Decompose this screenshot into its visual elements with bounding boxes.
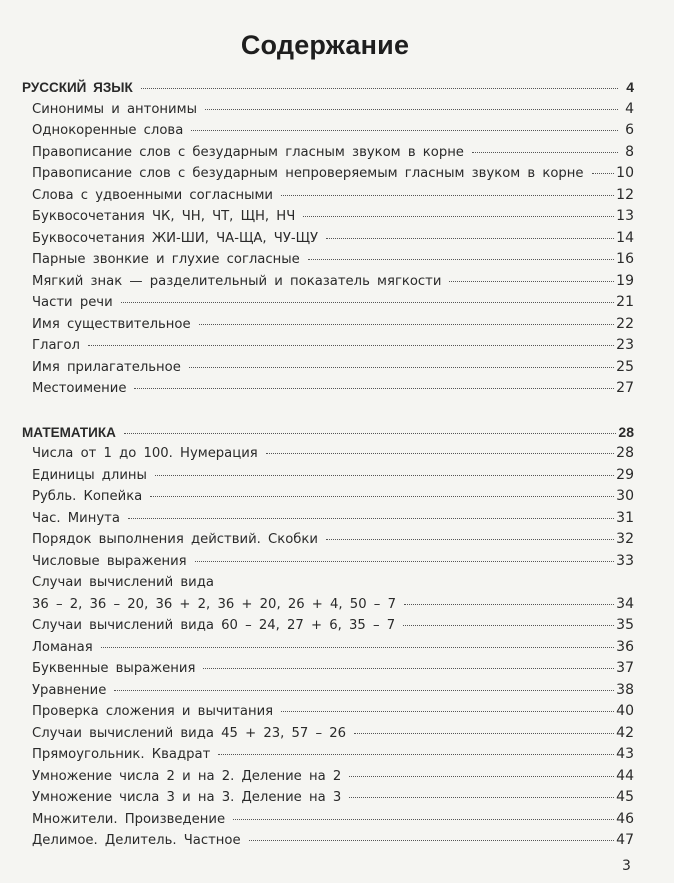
entry-page-number: 16 [616, 251, 634, 267]
entry-title: Слова с удвоенными согласными [32, 187, 273, 203]
dot-leader [403, 625, 614, 626]
dot-leader [266, 453, 614, 454]
toc-entry[interactable] [22, 271, 634, 293]
entry-title: Рубль. Копейка [32, 489, 143, 504]
page-title: Содержание [240, 30, 410, 60]
toc-entry[interactable] [22, 486, 634, 508]
entry-title: Делимое. Делитель. Частное [32, 833, 241, 848]
toc-entry[interactable] [22, 292, 634, 314]
entry-title: 36 – 2, 36 – 20, 36 + 2, 36 + 20, 26 + 4, 50 – 7 [32, 596, 396, 612]
toc-entry[interactable] [22, 658, 634, 680]
dot-leader [141, 88, 618, 89]
dot-leader [191, 130, 618, 131]
entry-page-number: 47 [616, 832, 634, 848]
entry-page-number: 19 [616, 272, 634, 289]
entry-title: Имя прилагательное [32, 359, 181, 375]
dot-leader [592, 173, 615, 174]
entry-page-number: 27 [616, 380, 634, 396]
entry-page-number: 10 [616, 165, 634, 181]
dot-leader [195, 561, 615, 562]
dot-leader [349, 797, 614, 798]
entry-title: Ломаная [32, 639, 93, 655]
dot-leader [354, 733, 614, 734]
entry-page-number: 28 [616, 445, 634, 461]
toc-entry[interactable] [22, 594, 634, 616]
entry-title: Числовые выражения [32, 553, 187, 569]
toc-entry[interactable] [22, 680, 634, 702]
entry-page-number: 8 [625, 143, 634, 160]
entry-page-number: 42 [616, 724, 634, 741]
dot-leader [303, 216, 614, 217]
dot-leader [349, 776, 614, 777]
entry-title: Час. Минута [32, 510, 120, 526]
toc-entry[interactable] [22, 142, 634, 164]
dot-leader [101, 647, 615, 648]
entry-page-number: 30 [616, 488, 634, 504]
entry-page-number: 40 [616, 703, 634, 719]
dot-leader [218, 754, 614, 755]
entry-page-number: 13 [616, 208, 634, 224]
entry-page-number: 34 [616, 595, 634, 612]
section-title: МАТЕМАТИКА [22, 424, 116, 440]
entry-title: Местоимение [32, 381, 127, 396]
entry-page-number: 33 [616, 552, 634, 569]
entry-title: Умножение числа 3 и на 3. Деление на 3 [32, 790, 342, 805]
entry-title: Мягкий знак — разделительный и показатель мягкости [32, 273, 442, 289]
entry-page-number: 23 [616, 337, 634, 353]
toc-entry[interactable] [22, 99, 634, 121]
entry-page-number: 37 [616, 660, 634, 676]
toc-entry[interactable] [22, 378, 634, 400]
entry-title: Синонимы и антонимы [32, 101, 197, 117]
entry-title: Числа от 1 до 100. Нумерация [32, 446, 258, 461]
entry-page-number: 44 [616, 767, 634, 784]
toc-entry[interactable] [22, 228, 634, 250]
page-number: 3 [622, 858, 631, 874]
dot-leader [124, 433, 617, 434]
toc-entry[interactable] [22, 615, 634, 637]
toc-entry[interactable] [22, 809, 634, 831]
toc-entry[interactable] [22, 120, 634, 142]
entry-page-number: 32 [616, 531, 634, 547]
entry-title: Порядок выполнения действий. Скобки [32, 532, 318, 547]
dot-leader [121, 302, 615, 303]
entry-title: Части речи [32, 295, 113, 310]
entry-page-number: 43 [616, 746, 634, 762]
toc-entry[interactable] [22, 637, 634, 659]
dot-leader [203, 668, 614, 669]
toc-entry[interactable] [22, 314, 634, 336]
entry-title: Множители. Произведение [32, 811, 226, 827]
dot-leader [134, 388, 614, 389]
dot-leader [199, 324, 615, 325]
toc-entry[interactable] [22, 551, 634, 573]
entry-page-number: 31 [616, 509, 634, 526]
toc-entry[interactable] [22, 206, 634, 228]
section-spacer [22, 400, 634, 422]
entry-title: Парные звонкие и глухие согласные [32, 252, 300, 267]
dot-leader [326, 238, 614, 239]
toc-entry[interactable] [22, 335, 634, 357]
toc-entry[interactable] [22, 701, 634, 723]
entry-title: Уравнение [32, 682, 107, 698]
entry-page-number: 6 [625, 122, 634, 138]
dot-leader [281, 711, 614, 712]
toc-entry[interactable] [22, 744, 634, 766]
dot-leader [88, 345, 614, 346]
toc-entry[interactable] [22, 508, 634, 530]
entry-title: Правописание слов с безударным гласным звуком в корне [32, 144, 464, 160]
dot-leader [189, 367, 614, 368]
section-page-number: 28 [618, 423, 634, 440]
dot-leader [233, 819, 614, 820]
entry-page-number: 46 [616, 810, 634, 827]
entry-page-number: 22 [616, 315, 634, 332]
entry-title: Буквосочетания ЖИ-ШИ, ЧА-ЩА, ЧУ-ЩУ [32, 230, 319, 246]
toc-entry[interactable] [22, 787, 634, 809]
toc-entry[interactable] [22, 249, 634, 271]
entry-page-number: 4 [625, 100, 634, 117]
entry-page-number: 35 [616, 617, 634, 633]
toc-entry[interactable] [22, 766, 634, 788]
toc-section-heading[interactable] [22, 77, 634, 99]
dot-leader [128, 518, 614, 519]
entry-title: Буквосочетания ЧК, ЧН, ЧТ, ЩН, НЧ [32, 209, 296, 224]
entry-page-number: 29 [616, 466, 634, 483]
dot-leader [449, 281, 614, 282]
entry-title: Случаи вычислений вида 60 – 24, 27 + 6, 35 – 7 [32, 618, 396, 633]
entry-page-number: 21 [616, 294, 634, 310]
entry-title: Имя существительное [32, 316, 191, 332]
dot-leader [472, 152, 618, 153]
entry-title: Случаи вычислений вида 45 + 23, 57 – 26 [32, 725, 347, 741]
entry-page-number: 45 [616, 789, 634, 805]
toc-entry[interactable] [22, 529, 634, 551]
entry-title: Умножение числа 2 и на 2. Деление на 2 [32, 768, 342, 784]
entry-title: Правописание слов с безударным непроверяемым гласным звуком в корне [32, 166, 584, 181]
dot-leader [326, 539, 614, 540]
dot-leader [205, 109, 618, 110]
section-title: РУССКИЙ ЯЗЫК [22, 80, 133, 95]
entry-title: Буквенные выражения [32, 661, 196, 676]
toc-entry[interactable] [22, 830, 634, 852]
entry-page-number: 38 [616, 681, 634, 698]
toc-entry[interactable] [22, 443, 634, 465]
entry-title: Случаи вычислений вида [32, 575, 214, 590]
entry-title: Глагол [32, 338, 80, 353]
entry-title: Прямоугольник. Квадрат [32, 747, 211, 762]
dot-leader [281, 195, 614, 196]
entry-title: Единицы длины [32, 467, 147, 483]
dot-leader [155, 475, 614, 476]
toc-entry[interactable] [22, 185, 634, 207]
entry-page-number: 14 [616, 229, 634, 246]
toc-entry[interactable] [22, 723, 634, 745]
entry-page-number: 12 [616, 186, 634, 203]
entry-title: Проверка сложения и вычитания [32, 704, 274, 719]
toc-entry[interactable] [22, 163, 634, 185]
dot-leader [150, 496, 614, 497]
dot-leader [114, 690, 614, 691]
entry-page-number: 36 [616, 638, 634, 655]
dot-leader [404, 604, 614, 605]
dot-leader [249, 840, 615, 841]
toc-entry[interactable] [22, 357, 634, 379]
toc-section-heading[interactable] [22, 422, 634, 444]
toc-entry[interactable] [22, 572, 634, 594]
entry-page-number: 25 [616, 358, 634, 375]
section-page-number: 4 [626, 79, 634, 95]
toc-entry[interactable] [22, 465, 634, 487]
entry-title: Однокоренные слова [32, 123, 184, 138]
table-of-contents [22, 77, 634, 852]
dot-leader [308, 259, 614, 260]
